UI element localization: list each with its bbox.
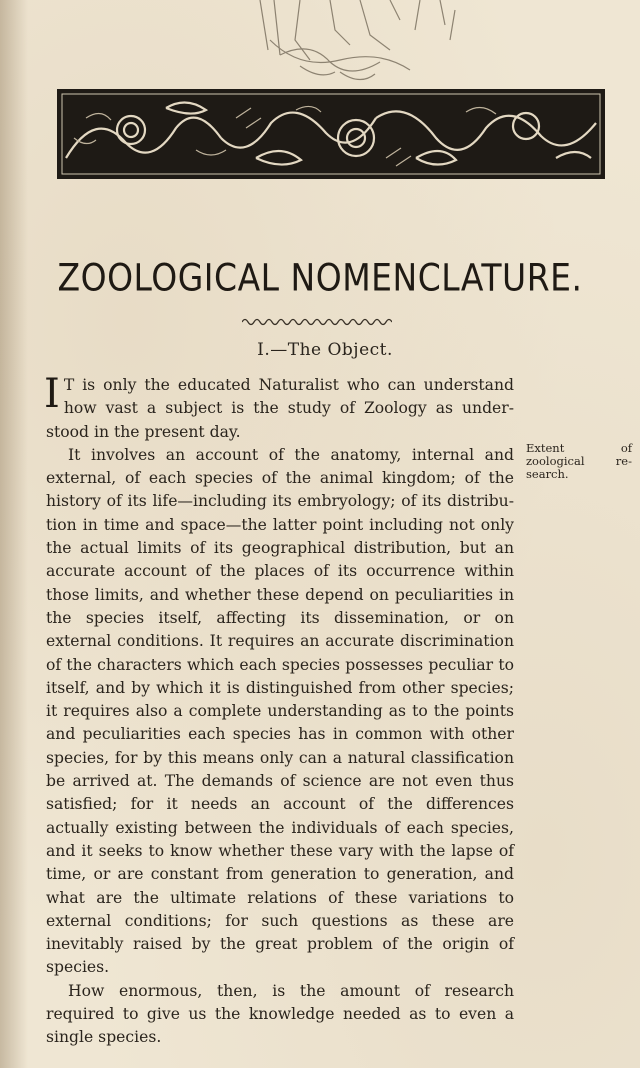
paragraph-2: It involves an account of the anatomy, internal and external, of each species of the animal kingdom; of the history of its life—including its embryology; of its distribu- tion in time and space—the latter point including not only the actual limits of its geographical distribution, but an accurate account of the places of its occurrence within those limits, and whether these depend on peculiarities in the species itself, affecting its dissemination, or on external conditions. It requires an accurate discrimination of the characters which each species possesses peculiar to itself, and by which it is distinguished from other species; it requires also a complete understanding as to the points and peculiarities each species has in common with other species, for by this means only can a natural classification be arrived at. The demands of science are not even thus satisfied; for it needs an account of the differences actually existing between the individuals of each species, and it seeks to know whether these vary with the lapse of time, or are constant from generation to generation, and what are the ultimate relations of these variations to external conditions; for such questions as these are inevitably raised by the great problem of the origin of species.: [46, 445, 514, 977]
section-heading: I.—The Object.: [257, 340, 393, 360]
paragraph-1: [44, 371, 514, 444]
floral-headpiece-icon: [56, 88, 606, 180]
page-title: ZOOLOGICAL NOMENCLATURE.: [57, 255, 583, 300]
wavy-rule-divider: [242, 316, 392, 328]
drop-cap: I: [44, 371, 60, 417]
margin-note: Extent of zoological re- search.: [526, 441, 632, 481]
page-binding-shadow: [0, 0, 28, 1068]
paragraph-3: How enormous, then, is the amount of research required to give us the knowledge needed as to even a single species.: [46, 981, 514, 1047]
engraving-fragment-icon: [240, 0, 470, 88]
body-text: [44, 371, 514, 1050]
paragraph-1-text: T is only the educated Naturalist who can understand how vast a subject is the study of Zoology as under- stood in the present day.: [46, 376, 514, 441]
